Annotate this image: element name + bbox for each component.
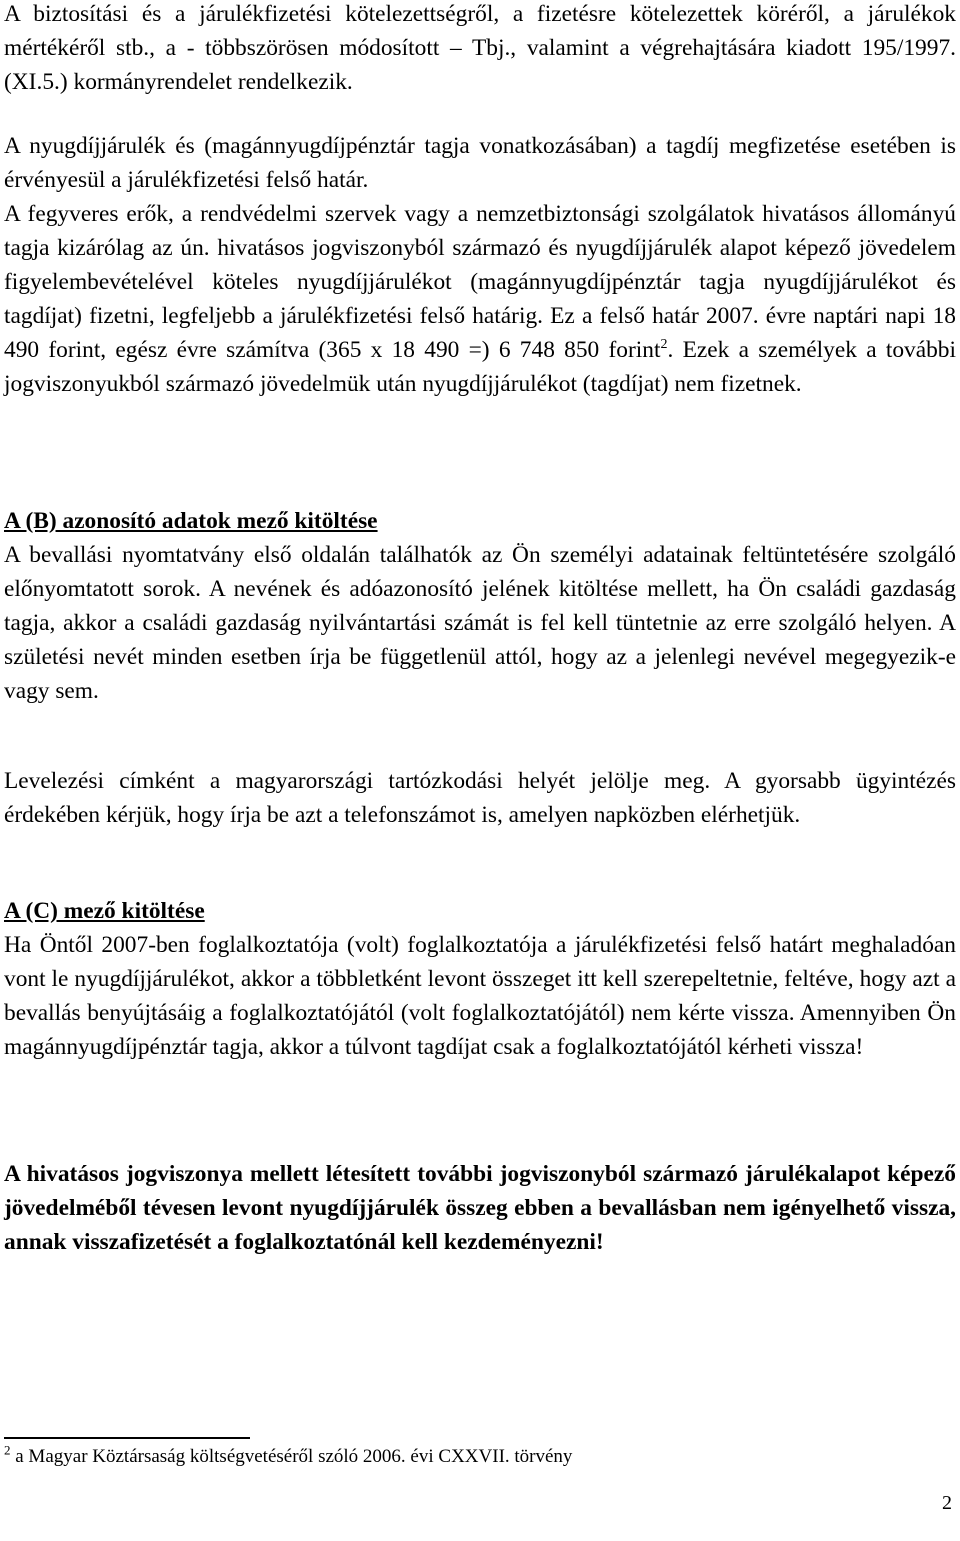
paragraph-section-c: Ha Öntől 2007-ben foglalkoztatója (volt) foglalkoztatója a járulékfizetési felső határt meghaladóan vont le nyugdíjjárulékot, akkor a többletként levont összeget itt kell szerepeltetnie, feltéve, hogy azt a bevallás benyújtásáig a foglalkoztatójától (volt foglalkoztatójától) nem kérte vissza. Amennyiben Ön magánnyugdíjpénztár tagja, akkor a túlvont tagdíjat csak a foglalkoztatójától kérheti vissza! — [4, 932, 956, 1060]
paragraph-contribution-ceiling: A nyugdíjjárulék és (magánnyugdíjpénztár tagja vonatkozásában) a tagdíj megfizetése esetében is érvényesül a járulékfizetési felső határ. — [4, 133, 956, 193]
heading-section-b: A (B) azonosító adatok mező kitöltése — [4, 508, 378, 534]
footnote-divider — [4, 1437, 250, 1439]
paragraph-armed-forces-rest: . Ezek a személyek a további jogviszonyukból származó jövedelmük után nyugdíjjárulékot (tagdíjat) nem fizetnek. — [4, 337, 956, 397]
paragraph-legal-basis: A biztosítási és a járulékfizetési kötelezettségről, a fizetésre kötelezettek köréről, a járulékok mértékéről stb., a - többszörösen módosított – Tbj., valamint a végrehajtására kiadott 195/1997. (XI.5.) kormányrendelet rendelkezik. — [4, 1, 956, 95]
page-number: 2 — [942, 1492, 952, 1514]
footnote — [4, 1443, 572, 1471]
footnote-reference: 2 — [660, 337, 668, 353]
footnote-text: a Magyar Köztársaság költségvetéséről szóló 2006. évi CXXVII. törvény — [10, 1446, 573, 1467]
paragraph-section-b-personal-data: A bevallási nyomtatvány első oldalán találhatók az Ön személyi adatainak feltüntetésére szolgáló előnyomtatott sorok. A nevének és adóazonosító jelének kitöltése mellett, ha Ön családi gazdaság tagja, akkor a családi gazdaság nyilvántartási számát is fel kell tüntetnie az erre szolgáló helyen. A születési nevét minden esetben írja be függetlenül attól, hogy az a jelenlegi nevével megegyezik-e vagy sem. — [4, 542, 956, 704]
paragraph-bold-notice: A hivatásos jogviszonya mellett létesített további jogviszonyból származó járulékalapot képező jövedelméből tévesen levont nyugdíjjárulék összeg ebben a bevallásban nem igényelhető vissza, annak visszafizetését a foglalkoztatónál kell kezdeményezni! — [4, 1161, 956, 1255]
paragraph-armed-forces-main: A fegyveres erők, a rendvédelmi szervek vagy a nemzetbiztonsági szolgálatok hivatásos állományú tagja kizárólag az ún. hivatásos jogviszonyból származó és nyugdíjjárulék alapot képező jövedelem figyelembevételével köteles nyugdíjjárulékot (magánnyugdíjpénztár tagja nyugdíjjárulékot és tagdíjat) fizetni, legfeljebb a járulékfizetési felső határig. Ez a felső határ 2007. évre naptári napi 18 490 forint, egész évre számítva (365 x 18 490 =) 6 748 850 forint — [4, 201, 956, 363]
footnote-number: 2 — [4, 1442, 11, 1458]
paragraph-section-b-mailing-address: Levelezési címként a magyarországi tartózkodási helyét jelölje meg. A gyorsabb ügyintézés érdekében kérjük, hogy írja be azt a telefonszámot is, amelyen napközben elérhetjük. — [4, 768, 956, 828]
paragraph-armed-forces — [4, 197, 956, 401]
heading-section-c: A (C) mező kitöltése — [4, 898, 205, 924]
